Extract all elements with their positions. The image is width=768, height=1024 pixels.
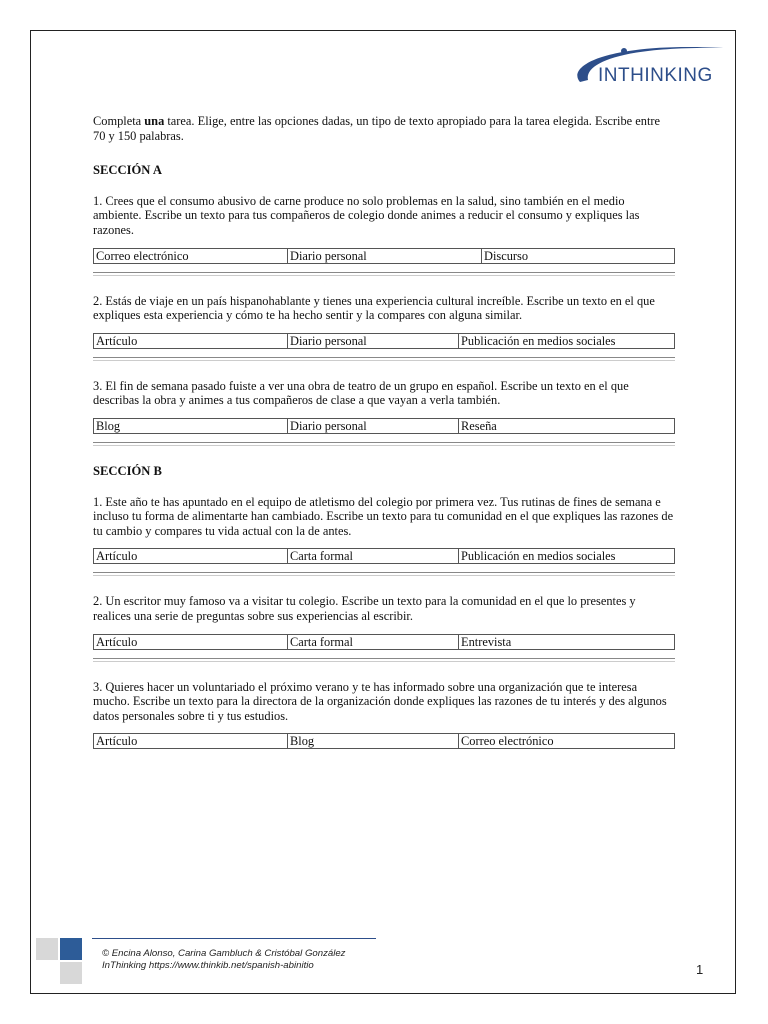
footer-square-decoration bbox=[60, 962, 82, 984]
task-b3: 3. Quieres hacer un voluntariado el próximo verano y te has informado sobre una organización que te interesa mucho. Escribe un texto para la directora de la organización donde expliques las razones de tu interés y des algunos datos personales sobre ti y tus estudios. bbox=[93, 679, 667, 723]
task-a1-options bbox=[93, 248, 675, 264]
task-a2: 2. Estás de viaje en un país hispanohablante y tienes una experiencia cultural increíble. Escribe un texto en el que expliques esta experiencia y cómo te ha hecho sentir y la compares con alguna similar. bbox=[93, 293, 655, 323]
option-cell: Artículo bbox=[94, 734, 288, 748]
option-cell: Publicación en medios sociales bbox=[461, 333, 616, 348]
option-cell: Correo electrónico bbox=[461, 734, 554, 749]
option-cell: Diario personal bbox=[288, 334, 459, 348]
section-b-title: SECCIÓN B bbox=[93, 463, 162, 478]
footer-rule bbox=[92, 938, 376, 939]
option-cell: Entrevista bbox=[461, 634, 512, 649]
task-b1-options bbox=[93, 548, 675, 564]
task-b3-options bbox=[93, 733, 675, 749]
task-a2-options bbox=[93, 333, 675, 349]
option-cell: Diario personal bbox=[288, 419, 459, 433]
option-cell: Artículo bbox=[94, 549, 288, 563]
task-a3-options bbox=[93, 418, 675, 434]
section-a-title: SECCIÓN A bbox=[93, 163, 162, 178]
option-cell: Diario personal bbox=[288, 249, 482, 263]
option-cell: Blog bbox=[288, 734, 459, 748]
footer-square-decoration bbox=[60, 938, 82, 960]
option-cell: Reseña bbox=[461, 418, 497, 433]
task-b2: 2. Un escritor muy famoso va a visitar tu colegio. Escribe un texto para la comunidad en el que lo presentes y realices una serie de preguntas sobre sus experiencias al escribir. bbox=[93, 594, 636, 623]
document-body bbox=[93, 114, 675, 749]
option-cell: Carta formal bbox=[288, 549, 459, 563]
footer bbox=[36, 936, 716, 986]
footer-credits bbox=[102, 948, 345, 972]
option-cell: Publicación en medios sociales bbox=[461, 549, 616, 564]
footer-authors: © Encina Alonso, Carina Gambluch & Cristóbal González bbox=[102, 948, 346, 959]
option-cell: Discurso bbox=[484, 248, 529, 263]
option-cell: Blog bbox=[94, 419, 288, 433]
task-a3: 3. El fin de semana pasado fuiste a ver una obra de teatro de un grupo en español. Escribe un texto en el que describas la obra y animes a tus compañeros de clase a que vayan a verla también. bbox=[93, 378, 629, 408]
task-b2-options bbox=[93, 634, 675, 650]
option-cell: Correo electrónico bbox=[94, 249, 288, 263]
page-number: 1 bbox=[696, 962, 704, 977]
inthinking-logo bbox=[566, 36, 726, 88]
option-cell: Artículo bbox=[94, 635, 288, 649]
task-a1: 1. Crees que el consumo abusivo de carne produce no solo problemas en la salud, sino también en el medio ambiente. Escribe un texto para tus compañeros de colegio donde animes a reducir el consumo y expliques las razones. bbox=[93, 193, 640, 237]
instructions: Completa una tarea. Elige, entre las opciones dadas, un tipo de texto apropiado para la tarea elegida. Escribe entre 70 y 150 palabras. bbox=[93, 114, 661, 143]
option-cell: Artículo bbox=[94, 334, 288, 348]
footer-site: InThinking https://www.thinkib.net/spanish-abinitio bbox=[102, 960, 314, 971]
option-cell: Carta formal bbox=[288, 635, 459, 649]
footer-square-decoration bbox=[36, 938, 58, 960]
logo-text: INTHINKING bbox=[598, 65, 713, 86]
task-b1: 1. Este año te has apuntado en el equipo de atletismo del colegio por primera vez. Tus rutinas de fines de semana e incluso tu forma de alimentarte han cambiado. Escribe un texto para tu comunidad en el que expliques las razones de tu cambio y compares tu vida actual con la de antes. bbox=[93, 494, 674, 538]
